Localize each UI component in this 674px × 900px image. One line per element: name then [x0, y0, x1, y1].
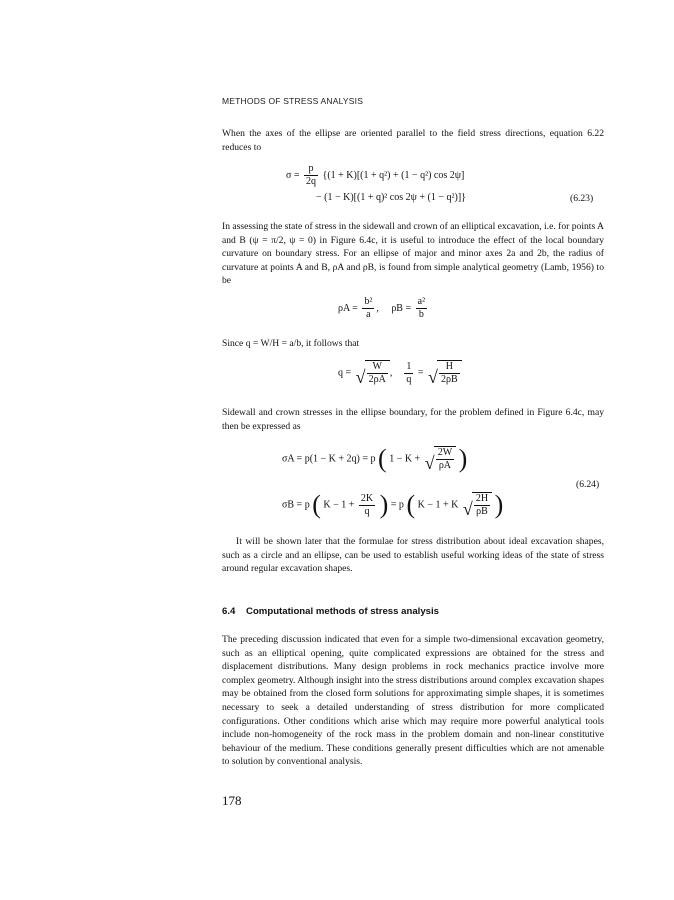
equation-q	[338, 360, 462, 386]
equation-number-6-23: (6.23)	[570, 193, 594, 204]
frac-num: a²	[417, 296, 426, 307]
close-paren: )	[379, 490, 389, 519]
frac-num: b²	[364, 296, 373, 307]
frac-den: q	[406, 373, 412, 385]
q-lhs: q =	[338, 367, 352, 379]
equation-6-23-line2: − (1 − K)[(1 + q)² cos 2ψ + (1 − q²)]}	[316, 192, 466, 203]
paragraph-since-q: Since q = W/H = a/b, it follows that	[222, 338, 360, 349]
open-paren: (	[378, 444, 387, 473]
page-number: 178	[222, 793, 242, 808]
frac-2k-over-q	[359, 493, 375, 518]
paragraph-intro: When the axes of the ellipse are oriented parallel to the field stress directions, equation 6.22 reduces to	[222, 128, 604, 153]
comma: ,	[376, 302, 379, 314]
frac-den: 2ρB	[441, 374, 458, 385]
frac-num: p	[304, 163, 318, 176]
equation-6-23-line1	[286, 163, 464, 188]
rho-a-fraction	[362, 296, 374, 321]
frac-den: a	[366, 309, 371, 320]
one-over-q	[404, 361, 413, 386]
eq-6-23-rest: {(1 + K)[(1 + q²) + (1 − q²) cos 2ψ]	[322, 169, 465, 181]
close-paren: )	[458, 444, 468, 473]
section-number: 6.4	[222, 606, 236, 617]
frac-num: 2W	[437, 447, 453, 458]
sqrt-w	[356, 360, 390, 386]
frac-den: ρB	[476, 506, 488, 517]
paragraph-curvature: In assessing the state of stress in the sidewall and crown of an elliptical excavation, i.e. for points A and B (ψ = π/2, ψ = 0) in Figure 6.4c, it is useful to introduce the effect of the local boundary curvature on boundary stress. For an ellipse of major and minor axes 2a and 2b, the radius of curvature at points A and B, ρA and ρB, is found from simple analytical geometry (Lamb, 1956) to be	[222, 221, 604, 287]
running-head: METHODS OF STRESS ANALYSIS	[222, 96, 364, 106]
close-paren: )	[494, 490, 504, 519]
sqrt-symbol: √	[355, 367, 366, 387]
equation-6-24-sigma-a	[282, 446, 467, 472]
frac-den: ρA	[438, 460, 452, 471]
sqrt-symbol: √	[428, 367, 438, 387]
equation-radius-curvature	[338, 296, 429, 321]
frac-num: 2K	[360, 492, 374, 504]
frac-den: b	[418, 309, 424, 320]
equals-p: = p	[390, 499, 404, 511]
paragraph-shapes: It will be shown later that the formulae for stress distribution about ideal excavation shapes, such as a circle and an ellipse, can be used to establish useful working ideas of the state of stress around regular excavation shapes.	[222, 536, 604, 575]
rho-b-fraction	[416, 296, 427, 321]
sqrt-2h	[463, 492, 492, 518]
sqrt-symbol: √	[424, 453, 435, 473]
frac-den: 2q	[306, 176, 317, 187]
section-heading	[222, 606, 439, 617]
rho-b-lhs: ρB =	[391, 302, 412, 314]
equation-6-24-sigma-b	[282, 492, 503, 518]
sigma-a-lhs: σA = p(1 − K + 2q) = p	[282, 453, 376, 465]
eq-p-over-2q	[304, 163, 318, 188]
open-paren: (	[312, 490, 321, 519]
sqrt-h	[428, 360, 462, 386]
section-title: Computational methods of stress analysis	[246, 606, 440, 617]
paragraph-computational: The preceding discussion indicated that even for a simple two-dimensional excavation geometry, such as an elliptical opening, quite complicated expressions are obtained for the stress and displacement distributions. Many design problems in rock mechanics practice involve more complex geometry. Although insight into the stress distributions around complex excavation shapes may be obtained from the closed form solutions for approximating simple shapes, it is sometimes necessary to seek a detailed understanding of stress distribution for more complicated configurations. Other conditions which arise which may require more powerful analytical tools include non-homogeneity of the rock mass in the problem domain and non-linear constitutive behaviour of the medium. These conditions generally present difficulties which are not amenable to solution by conventional analysis.	[222, 634, 604, 768]
frac-num: 2H	[475, 493, 489, 504]
eq-sigma-lhs: σ =	[286, 169, 300, 181]
frac-num: W	[367, 361, 388, 374]
sigma-b-inner: K − 1 +	[323, 499, 355, 511]
sqrt-symbol: √	[462, 499, 473, 519]
paragraph-sidewall: Sidewall and crown stresses in the ellipse boundary, for the problem defined in Figure 6.4c, may then be expressed as	[222, 407, 604, 432]
rho-a-lhs: ρA =	[338, 302, 358, 314]
frac-num: 1	[406, 360, 412, 372]
sqrt-2w	[425, 446, 456, 472]
sigma-b-inner-2: K − 1 + K	[417, 499, 459, 511]
open-paren: (	[406, 490, 416, 519]
comma: ,	[389, 367, 393, 379]
frac-num: H	[439, 361, 460, 374]
sigma-b-lhs: σB = p	[282, 499, 310, 511]
sigma-a-inner: 1 − K +	[389, 453, 421, 465]
frac-den: q	[364, 505, 370, 517]
equation-number-6-24: (6.24)	[576, 479, 600, 490]
equals: =	[417, 367, 424, 379]
frac-den: 2ρA	[368, 374, 386, 385]
